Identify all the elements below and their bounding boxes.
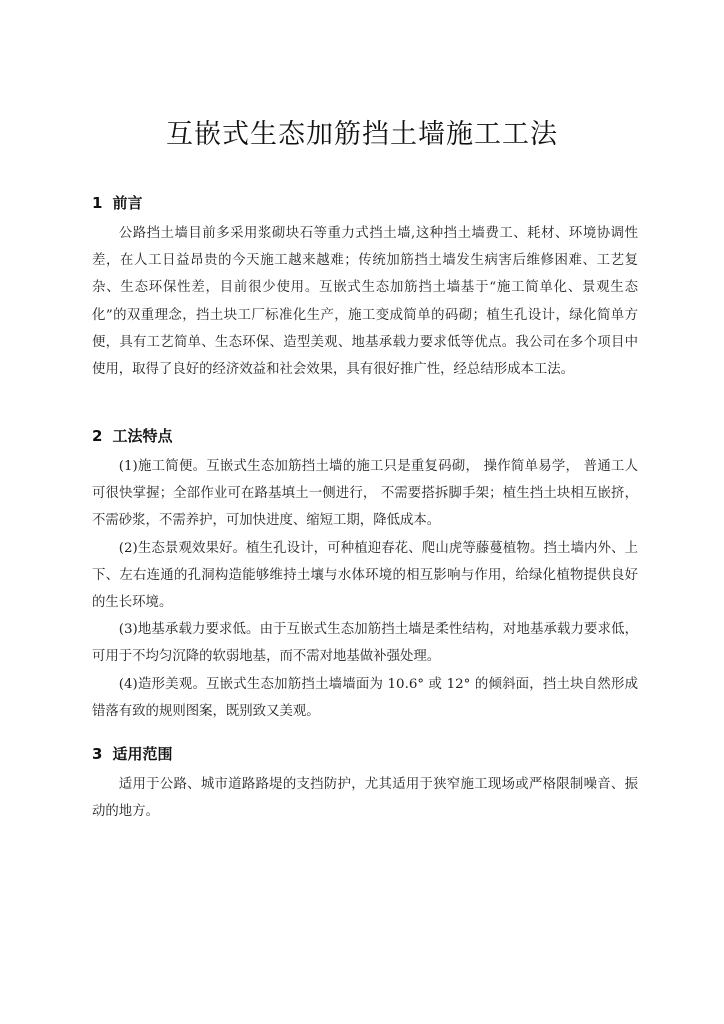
section-heading [92,743,638,765]
paragraph: (2)生态景观效果好。植生孔设计，可种植迎春花、爬山虎等藤蔓植物。挡土墙内外、上下、左右连通的孔洞构造能够维持土壤与水体环境的相互影响与作用，给绿化植物提供良好的生长环境。 [92,540,638,611]
section-heading [92,192,638,214]
document-title: 互嵌式生态加筋挡土墙施工工法 [166,119,558,150]
section-number: 2 [92,427,103,445]
paragraph: 公路挡土墙目前多采用浆砌块石等重力式挡土墙,这种挡土墙费工、耗材、环境协调性差，在人工日益昂贵的今天施工越来越难；传统加筋挡土墙发生病害后维修困难、工艺复杂、生态环保性差，目前很少使用。互嵌式生态加筋挡土墙基于“施工简单化、景观生态化”的双重理念，挡土块工厂标准化生产，施工变成简单的码砌；植生孔设计，绿化简单方便，具有工艺简单、生态环保、造型美观、地基承载力要求低等优点。我公司在多个项目中使用，取得了良好的经济效益和社会效果，具有很好推广性，经总结形成本工法。 [92,226,638,378]
section-number: 1 [92,194,103,212]
paragraph: 适用于公路、城市道路路堤的支挡防护，尤其适用于狭窄施工现场或严格限制噪音、振动的地方。 [92,777,638,820]
section-title: 工法特点 [112,427,173,445]
section-heading [92,425,638,447]
section-number: 3 [92,745,103,763]
section-title: 前言 [112,194,143,212]
section-title: 适用范围 [112,745,173,763]
paragraph: (1)施工简便。互嵌式生态加筋挡土墙的施工只是重复码砌， 操作简单易学， 普通工人可很快掌握；全部作业可在路基填土一侧进行， 不需要搭拆脚手架；植生挡土块相互嵌挤，不需砂浆，不需养护，可加快进度、缩短工期，降低成本。 [92,459,638,529]
paragraph: (4)造形美观。互嵌式生态加筋挡土墙墙面为 10.6° 或 12° 的倾斜面，挡土块自然形成错落有致的规则图案，既别致又美观。 [92,676,638,719]
paragraph: (3)地基承载力要求低。由于互嵌式生态加筋挡土墙是柔性结构，对地基承载力要求低， 可用于不均匀沉降的软弱地基，而不需对地基做补强处理。 [92,622,638,665]
section-scope [92,743,638,825]
section-preface [92,192,638,383]
section-features [92,425,638,725]
